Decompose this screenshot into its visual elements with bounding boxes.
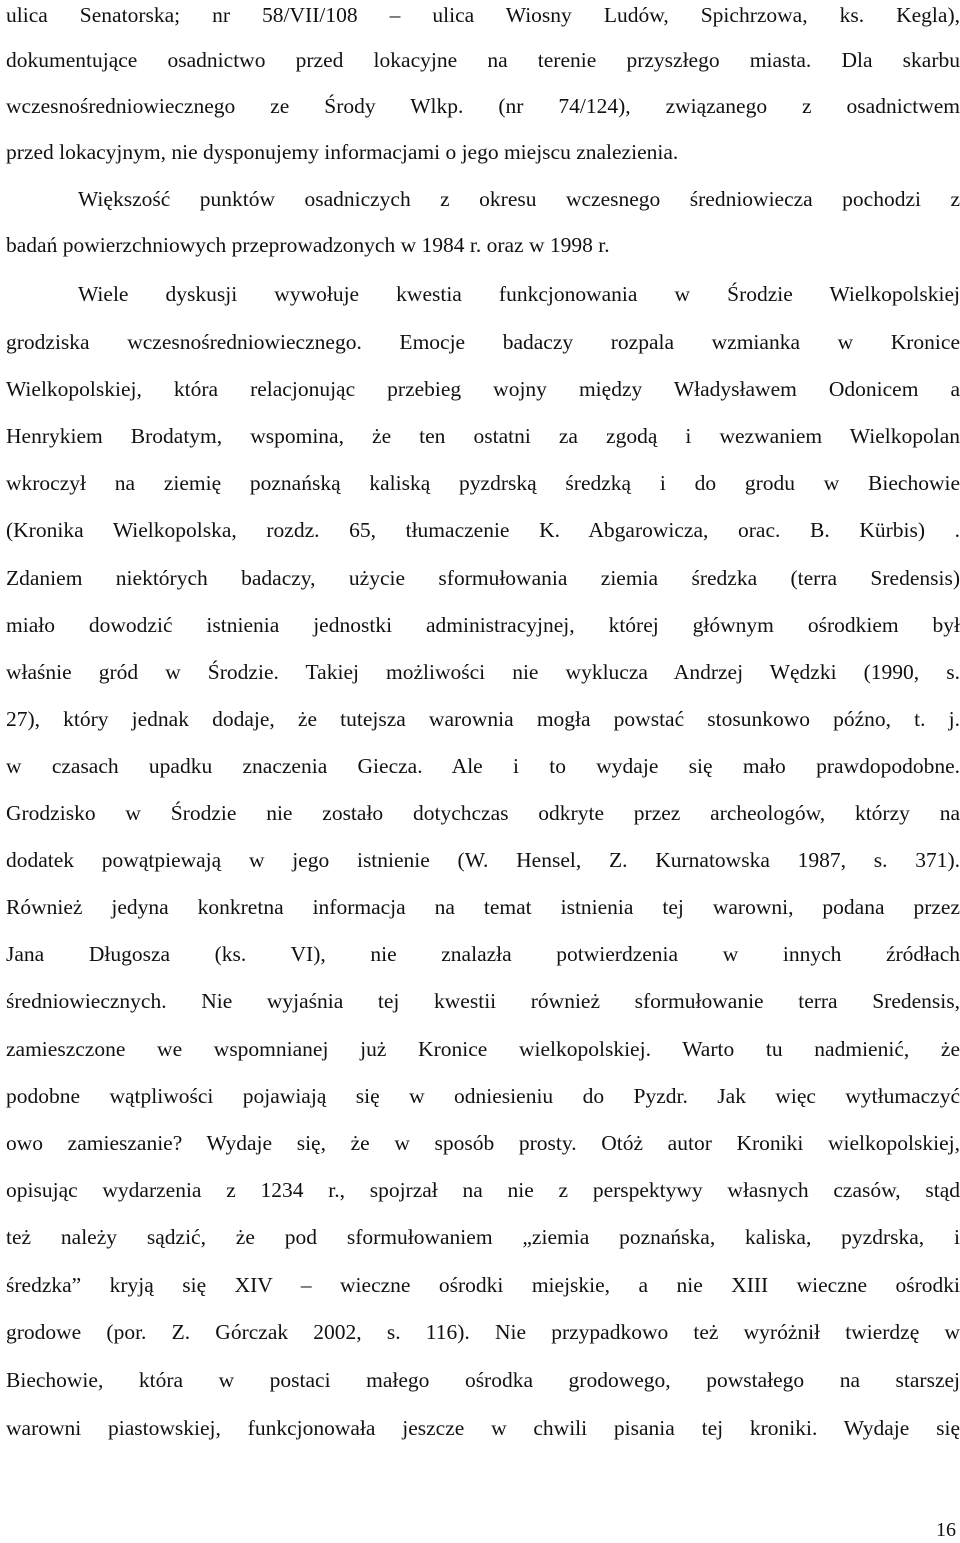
page-number: 16 xyxy=(936,1519,956,1541)
text-line: Również jedyna konkretna informacja na temat istnienia tej warowni, podana przez xyxy=(6,895,960,919)
text-line: właśnie gród w Środzie. Takiej możliwości nie wyklucza Andrzej Wędzki (1990, s. xyxy=(6,660,960,684)
text-line: Wiele dyskusji wywołuje kwestia funkcjonowania w Środzie Wielkopolskiej xyxy=(78,282,960,306)
text-line: Henrykiem Brodatym, wspomina, że ten ostatni za zgodą i wezwaniem Wielkopolan xyxy=(6,424,960,448)
text-line: też należy sądzić, że pod sformułowaniem „ziemia poznańska, kaliska, pyzdrska, i xyxy=(6,1225,960,1249)
text-line: dokumentujące osadnictwo przed lokacyjne na terenie przyszłego miasta. Dla skarbu xyxy=(6,48,960,72)
text-line: Zdaniem niektórych badaczy, użycie sformułowania ziemia średzka (terra Sredensis) xyxy=(6,566,960,590)
text-line: dodatek powątpiewają w jego istnienie (W. Hensel, Z. Kurnatowska 1987, s. 371). xyxy=(6,848,960,872)
text-line: ulica Senatorska; nr 58/VII/108 – ulica Wiosny Ludów, Spichrzowa, ks. Kegla), xyxy=(6,3,960,27)
text-line: w czasach upadku znaczenia Giecza. Ale i to wydaje się mało prawdopodobne. xyxy=(6,754,960,778)
text-line: podobne wątpliwości pojawiają się w odniesieniu do Pyzdr. Jak więc wytłumaczyć xyxy=(6,1084,960,1108)
text-line: średniowiecznych. Nie wyjaśnia tej kwestii również sformułowanie terra Sredensis, xyxy=(6,989,960,1013)
text-line: Wielkopolskiej, która relacjonując przebieg wojny między Władysławem Odonicem a xyxy=(6,377,960,401)
text-line: średzka” kryją się XIV – wieczne ośrodki miejskie, a nie XIII wieczne ośrodki xyxy=(6,1273,960,1297)
text-line: grodziska wczesnośredniowiecznego. Emocje badaczy rozpala wzmianka w Kronice xyxy=(6,330,960,354)
text-line: grodowe (por. Z. Górczak 2002, s. 116). Nie przypadkowo też wyróżnił twierdzę w xyxy=(6,1320,960,1344)
text-line: Grodzisko w Środzie nie zostało dotychczas odkryte przez archeologów, którzy na xyxy=(6,801,960,825)
text-line: wczesnośredniowiecznego ze Środy Wlkp. (nr 74/124), związanego z osadnictwem xyxy=(6,94,960,118)
text-line: opisując wydarzenia z 1234 r., spojrzał na nie z perspektywy własnych czasów, stąd xyxy=(6,1178,960,1202)
text-line: warowni piastowskiej, funkcjonowała jeszcze w chwili pisania tej kroniki. Wydaje się xyxy=(6,1416,960,1440)
text-line: Jana Długosza (ks. VI), nie znalazła potwierdzenia w innych źródłach xyxy=(6,942,960,966)
text-line: badań powierzchniowych przeprowadzonych w 1984 r. oraz w 1998 r. xyxy=(6,233,610,257)
text-line: 27), który jednak dodaje, że tutejsza warownia mogła powstać stosunkowo późno, t. j. xyxy=(6,707,960,731)
text-line: przed lokacyjnym, nie dysponujemy informacjami o jego miejscu znalezienia. xyxy=(6,140,679,164)
text-line: zamieszczone we wspomnianej już Kronice wielkopolskiej. Warto tu nadmienić, że xyxy=(6,1037,960,1061)
text-line: Większość punktów osadniczych z okresu wczesnego średniowiecza pochodzi z xyxy=(78,187,960,211)
text-line: wkroczył na ziemię poznańską kaliską pyzdrską średzką i do grodu w Biechowie xyxy=(6,471,960,495)
text-line: owo zamieszanie? Wydaje się, że w sposób prosty. Otóż autor Kroniki wielkopolskiej, xyxy=(6,1131,960,1155)
text-line: (Kronika Wielkopolska, rozdz. 65, tłumaczenie K. Abgarowicza, orac. B. Kürbis) . xyxy=(6,518,960,542)
text-line: Biechowie, która w postaci małego ośrodka grodowego, powstałego na starszej xyxy=(6,1368,960,1392)
text-line: miało dowodzić istnienia jednostki administracyjnej, której głównym ośrodkiem był xyxy=(6,613,960,637)
